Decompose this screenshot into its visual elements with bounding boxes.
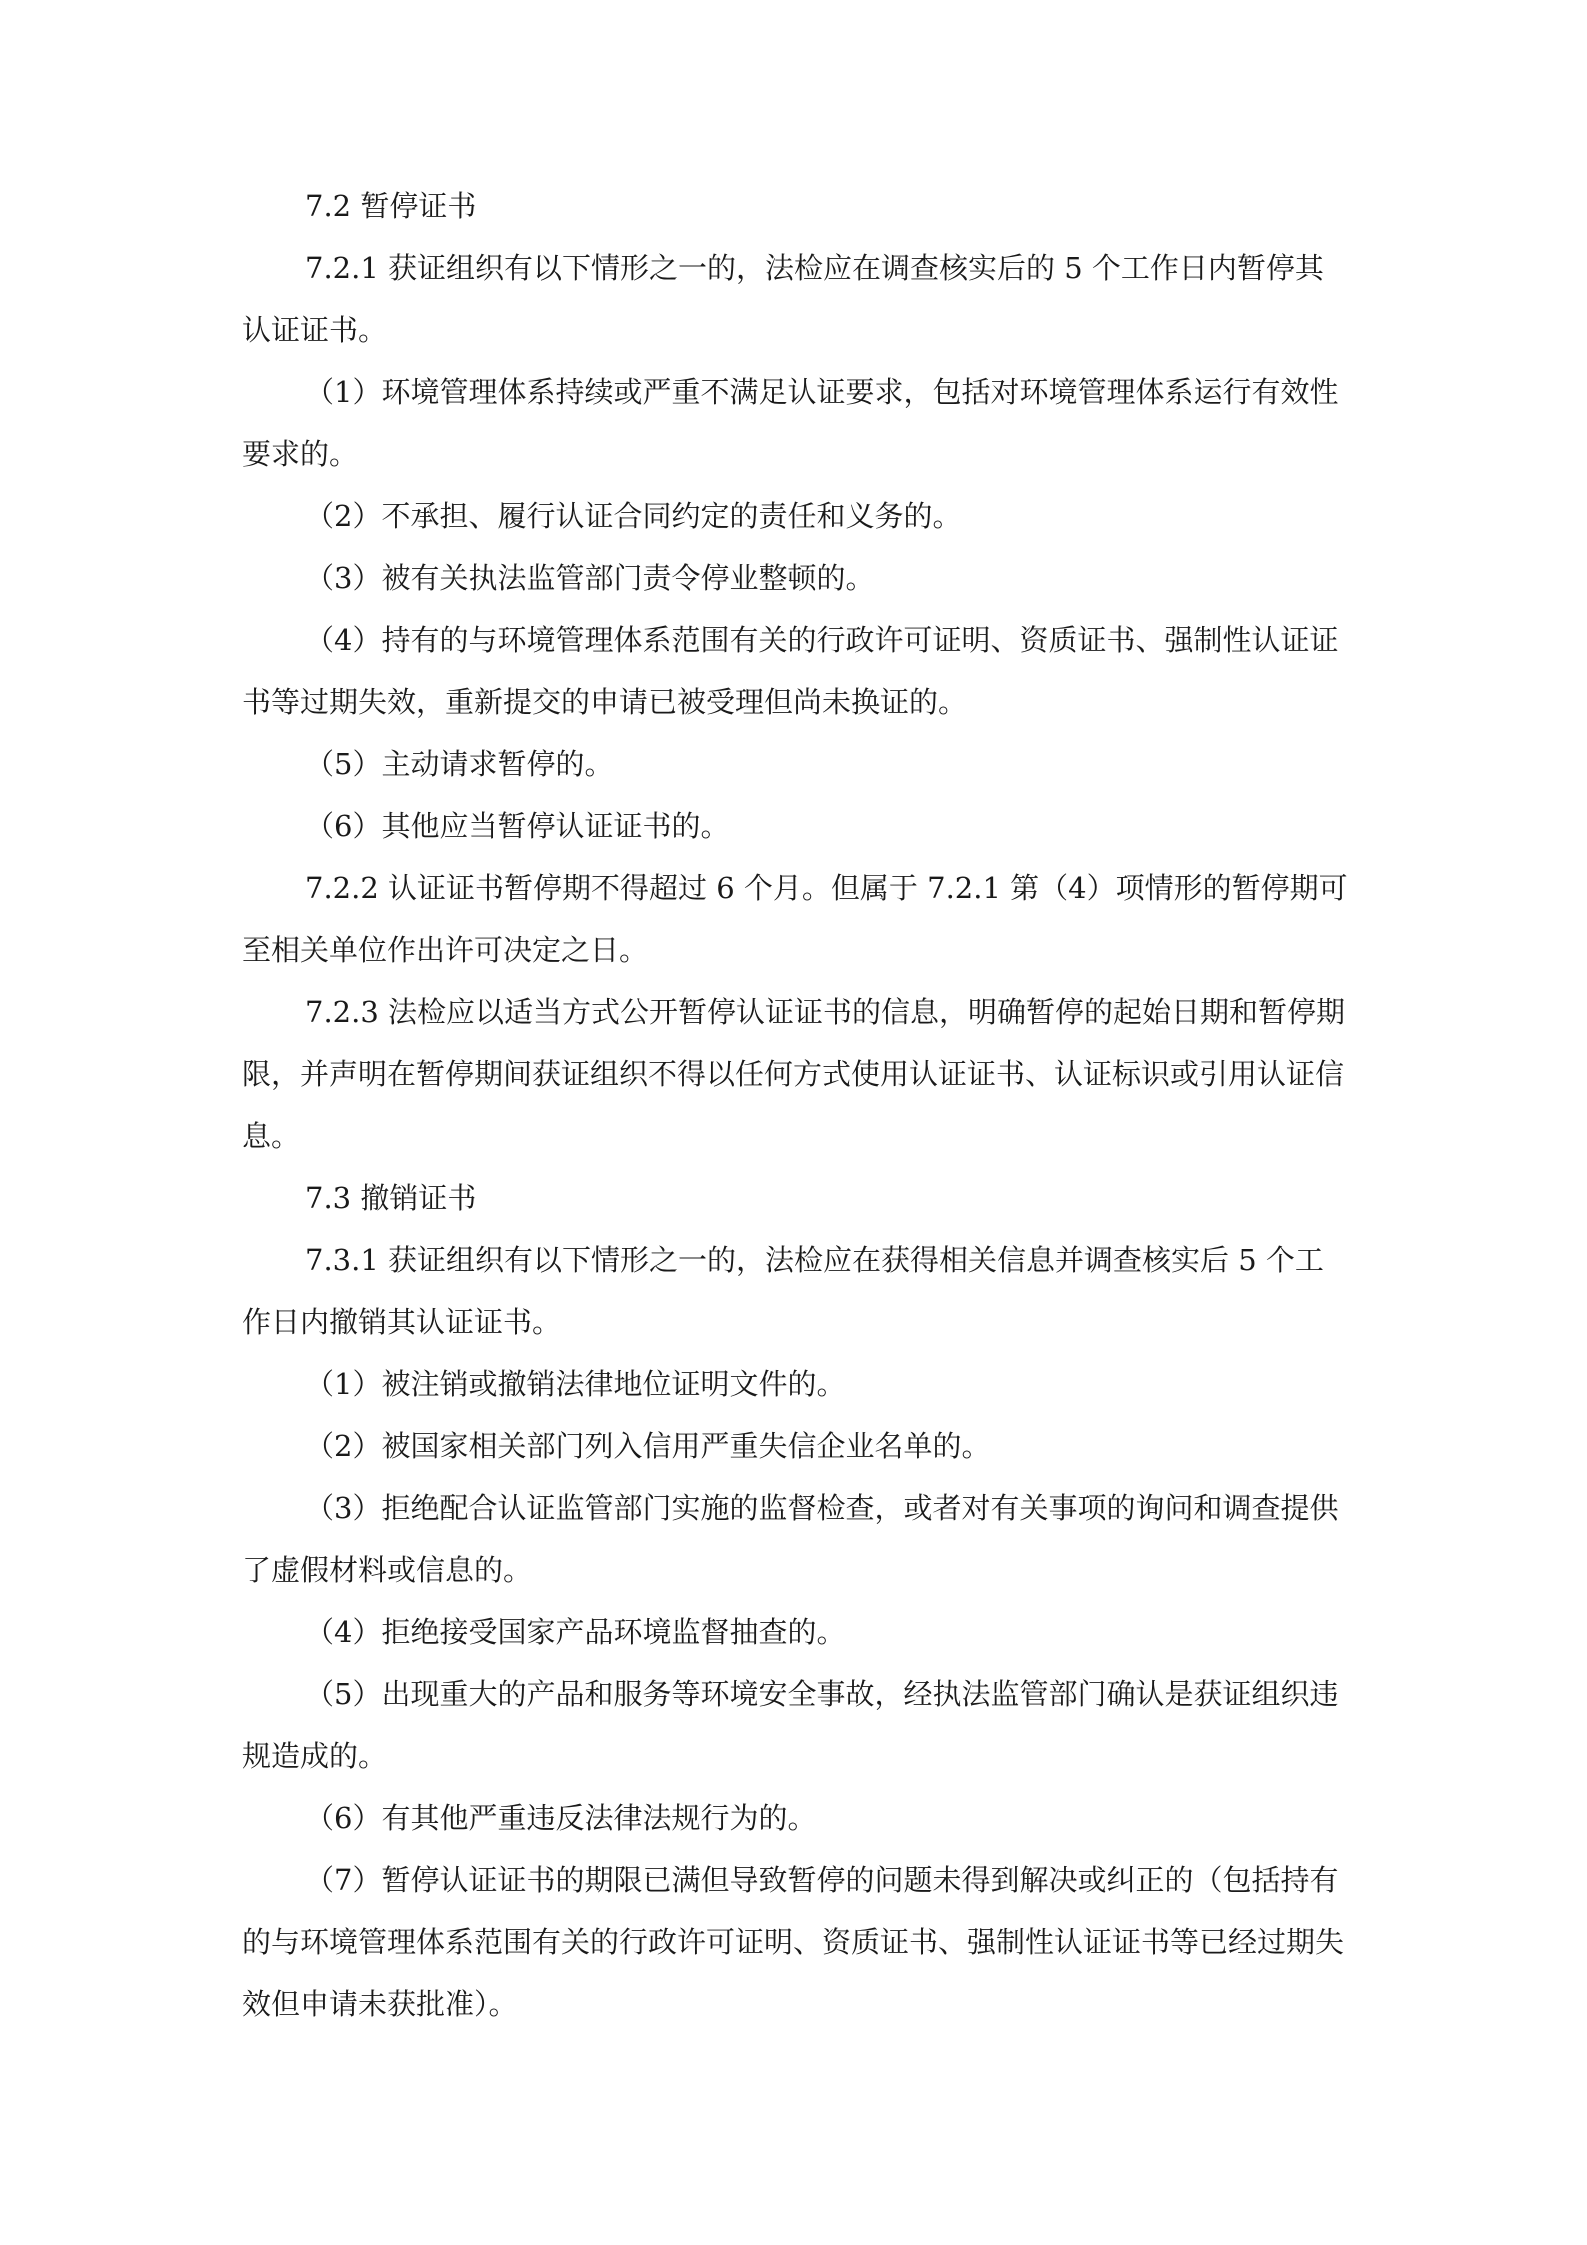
clause-7-2-3: 7.2.3 法检应以适当方式公开暂停认证证书的信息，明确暂停的起始日期和暂停期限，并声明在暂停期间获证组织不得以任何方式使用认证证书、认证标识或引用认证信息。 (242, 995, 1346, 1153)
list-item: （6）有其他严重违反法律法规行为的。 (305, 1801, 817, 1835)
clause-7-2-1: 7.2.1 获证组织有以下情形之一的，法检应在调查核实后的 5 个工作日内暂停其认证证书。 (242, 251, 1324, 347)
list-item: （2）不承担、履行认证合同约定的责任和义务的。 (305, 499, 962, 533)
list-item: （1）环境管理体系持续或严重不满足认证要求，包括对环境管理体系运行有效性要求的。 (242, 375, 1339, 471)
section-heading-7-2: 7.2 暂停证书 (305, 189, 477, 223)
list-item: （5）出现重大的产品和服务等环境安全事故，经执法监管部门确认是获证组织违规造成的。 (242, 1677, 1339, 1773)
list-item: （3）拒绝配合认证监管部门实施的监督检查，或者对有关事项的询问和调查提供了虚假材料或信息的。 (242, 1491, 1339, 1587)
document-body (242, 175, 1350, 2035)
section-heading-7-3: 7.3 撤销证书 (305, 1181, 477, 1215)
list-item: （7）暂停认证证书的期限已满但导致暂停的问题未得到解决或纠正的（包括持有的与环境管理体系范围有关的行政许可证明、资质证书、强制性认证证书等已经过期失效但申请未获批准）。 (242, 1863, 1345, 2021)
list-item: （1）被注销或撤销法律地位证明文件的。 (305, 1367, 846, 1401)
list-item: （4）拒绝接受国家产品环境监督抽查的。 (305, 1615, 846, 1649)
list-item: （2）被国家相关部门列入信用严重失信企业名单的。 (305, 1429, 991, 1463)
clause-7-2-2: 7.2.2 认证证书暂停期不得超过 6 个月。但属于 7.2.1 第（4）项情形的暂停期可至相关单位作出许可决定之日。 (242, 871, 1348, 967)
list-item: （5）主动请求暂停的。 (305, 747, 614, 781)
list-item: （3）被有关执法监管部门责令停业整顿的。 (305, 561, 875, 595)
list-item: （6）其他应当暂停认证证书的。 (305, 809, 730, 843)
list-item: （4）持有的与环境管理体系范围有关的行政许可证明、资质证书、强制性认证证书等过期失效，重新提交的申请已被受理但尚未换证的。 (242, 623, 1339, 719)
clause-7-3-1: 7.3.1 获证组织有以下情形之一的，法检应在获得相关信息并调查核实后 5 个工作日内撤销其认证证书。 (242, 1243, 1324, 1339)
